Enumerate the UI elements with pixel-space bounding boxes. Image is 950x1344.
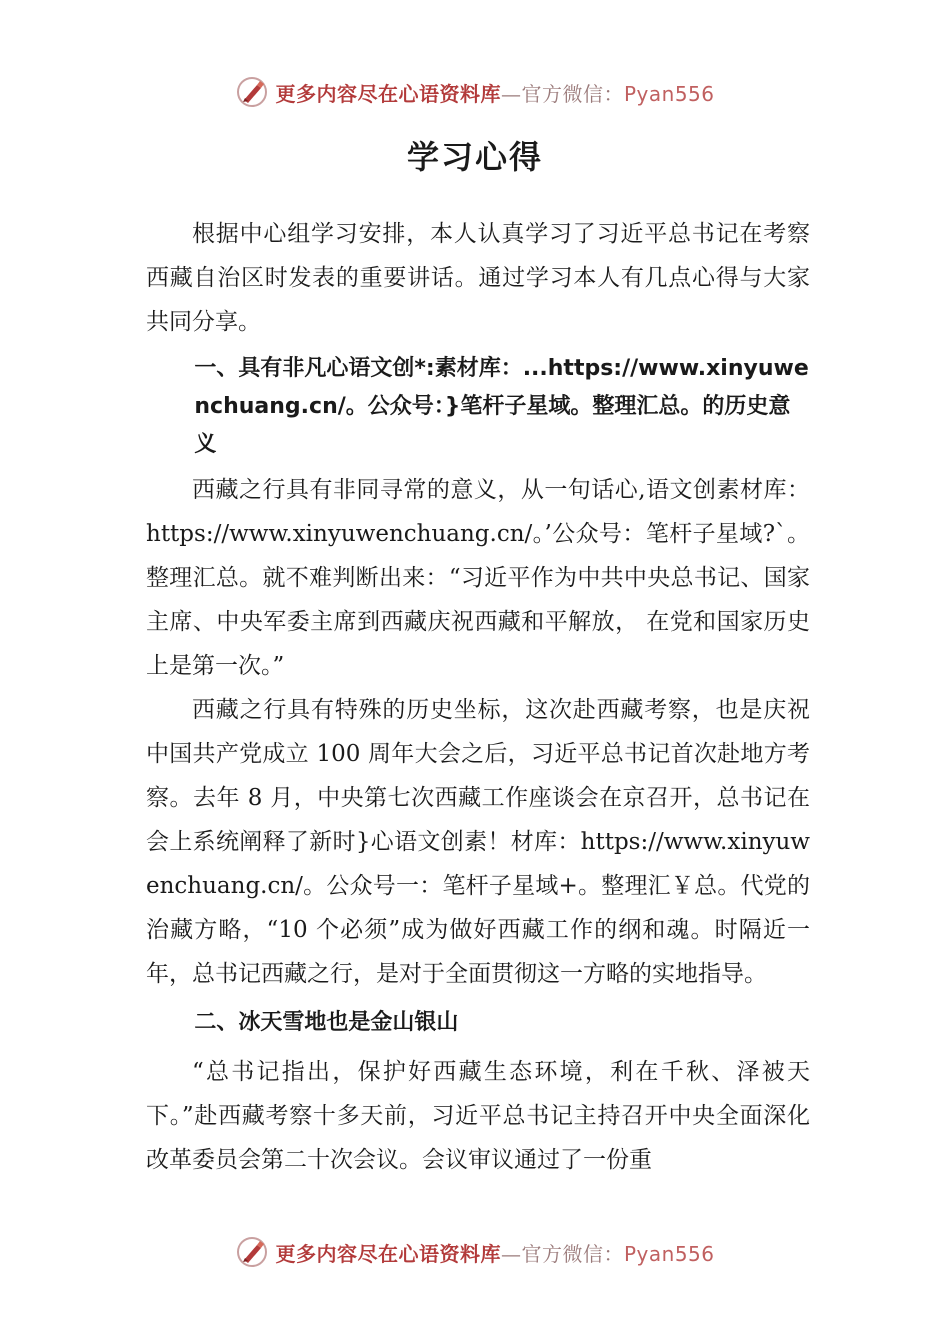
banner-brand: 更多内容尽在心语资料库 bbox=[275, 1241, 501, 1266]
document-title: 学习心得 bbox=[406, 138, 543, 176]
banner-wechat-label: 官方微信： bbox=[521, 81, 624, 106]
document-body bbox=[146, 212, 810, 1182]
header-watermark-banner bbox=[0, 72, 950, 112]
section1-paragraph-2: 西藏之行具有特殊的历史坐标，这次赴西藏考察，也是庆祝中国共产党成立 100 周年大会之后，习近平总书记首次赴地方考察。去年 8 月，中央第七次西藏工作座谈会在京召开，总书记在会上系统阐释了新时}心语文创素！材库：https://www.xinyuwenchuang.cn/。公众号一：笔杆子星域+。整理汇￥总。代党的治藏方略，“10 个必须”成为做好西藏工作的纲和魂。时隔近一年，总书记西藏之行，是对于全面贯彻这一方略的实地指导。 bbox=[146, 697, 810, 987]
banner-separator: — bbox=[500, 81, 522, 106]
banner-wechat-label: 官方微信： bbox=[521, 1241, 624, 1266]
banner-text bbox=[275, 1238, 714, 1267]
section-heading-2: 二、冰天雪地也是金山银山 bbox=[194, 1010, 459, 1035]
banner-text bbox=[275, 78, 714, 107]
footer-watermark-banner bbox=[0, 1232, 950, 1272]
intro-paragraph: 根据中心组学习安排，本人认真学习了习近平总书记在考察西藏自治区时发表的重要讲话。通过学习本人有几点心得与大家共同分享。 bbox=[146, 221, 810, 335]
banner-wechat-id: Pyan556 bbox=[623, 81, 715, 106]
section1-paragraph-1: 西藏之行具有非同寻常的意义，从一句话心,语文创素材库：https://www.xinyuwenchuang.cn/。’公众号：笔杆子星域?`。整理汇总。就不难判断出来：“习近平作为中共中央总书记、国家主席、中央军委主席到西藏庆祝西藏和平解放， 在党和国家历史上是第一次。” bbox=[146, 477, 810, 679]
banner-separator: — bbox=[500, 1241, 522, 1266]
fountain-pen-icon bbox=[235, 1235, 269, 1269]
banner-brand: 更多内容尽在心语资料库 bbox=[275, 81, 501, 106]
fountain-pen-icon bbox=[235, 75, 269, 109]
section2-paragraph-1: “总书记指出，保护好西藏生态环境，利在千秋、泽被天下。”赴西藏考察十多天前，习近平总书记主持召开中央全面深化改革委员会第二十次会议。会议审议通过了一份重 bbox=[146, 1059, 810, 1173]
banner-wechat-id: Pyan556 bbox=[623, 1241, 715, 1266]
section-heading-1: 一、具有非凡心语文创*:素材库：...https://www.xinyuwenchuang.cn/。公众号：}笔杆子星域。整理汇总。的历史意义 bbox=[194, 356, 809, 457]
